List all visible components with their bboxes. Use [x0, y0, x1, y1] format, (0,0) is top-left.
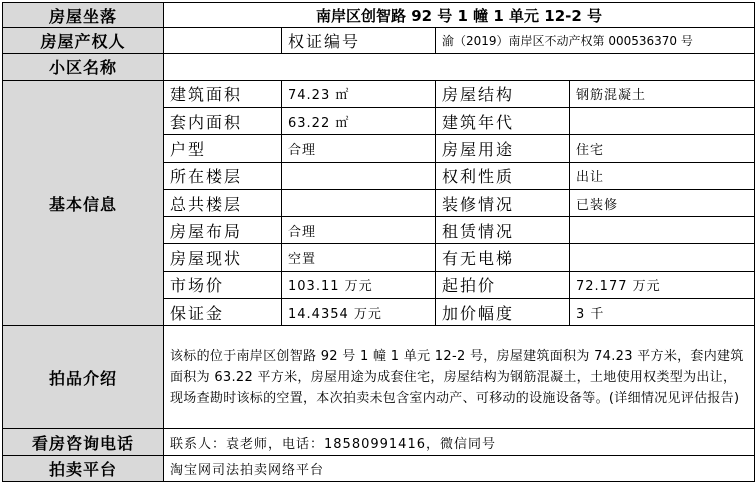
owner-value [164, 28, 282, 53]
intro-label: 拍品介绍 [3, 326, 164, 429]
cert-value: 渝（2019）南岸区不动产权第 000536370 号 [436, 28, 755, 53]
field-value: 住宅 [570, 135, 755, 162]
cert-label: 权证编号 [282, 28, 436, 53]
field-value: 103.11 万元 [282, 271, 436, 298]
address-label: 房屋坐落 [3, 3, 164, 28]
field-value [282, 162, 436, 189]
platform-row [3, 455, 755, 481]
field-value [570, 244, 755, 271]
address-row [3, 3, 755, 28]
community-label: 小区名称 [3, 53, 164, 80]
field-label: 总共楼层 [164, 189, 282, 216]
field-label: 保证金 [164, 299, 282, 326]
field-value: 3 千 [570, 299, 755, 326]
owner-row [3, 28, 755, 53]
field-label: 起拍价 [436, 271, 570, 298]
phone-row [3, 429, 755, 455]
field-label: 权利性质 [436, 162, 570, 189]
field-value: 空置 [282, 244, 436, 271]
field-label: 所在楼层 [164, 162, 282, 189]
field-label: 套内面积 [164, 108, 282, 135]
intro-row [3, 326, 755, 429]
field-value: 74.23 ㎡ [282, 80, 436, 107]
field-label: 建筑面积 [164, 80, 282, 107]
field-value: 钢筋混凝土 [570, 80, 755, 107]
field-value [282, 189, 436, 216]
field-value: 合理 [282, 135, 436, 162]
field-label: 租赁情况 [436, 217, 570, 244]
basic-row [3, 80, 755, 107]
field-label: 市场价 [164, 271, 282, 298]
field-label: 有无电梯 [436, 244, 570, 271]
field-label: 房屋结构 [436, 80, 570, 107]
intro-text: 该标的位于南岸区创智路 92 号 1 幢 1 单元 12-2 号，房屋建筑面积为 74.23 平方米，套内建筑面积为 63.22 平方米，房屋用途为成套住宅，房屋结构为钢筋混凝土，土地使用权类型为出让，现场查勘时该标的空置，本次拍卖未包含室内动产、可移动的设施设备等。(详细情况见评估报告) [164, 326, 755, 429]
field-label: 房屋用途 [436, 135, 570, 162]
field-label: 房屋现状 [164, 244, 282, 271]
field-label: 户型 [164, 135, 282, 162]
field-label: 加价幅度 [436, 299, 570, 326]
phone-value: 联系人：袁老师，电话：18580991416，微信同号 [164, 429, 755, 455]
address-value: 南岸区创智路 92 号 1 幢 1 单元 12-2 号 [164, 3, 755, 28]
owner-label: 房屋产权人 [3, 28, 164, 53]
property-info-table [2, 2, 755, 482]
platform-label: 拍卖平台 [3, 455, 164, 481]
field-value [570, 108, 755, 135]
field-value: 72.177 万元 [570, 271, 755, 298]
community-value [164, 53, 755, 80]
basic-info-label: 基本信息 [3, 80, 164, 326]
field-value: 63.22 ㎡ [282, 108, 436, 135]
field-value [570, 217, 755, 244]
field-value: 出让 [570, 162, 755, 189]
field-label: 装修情况 [436, 189, 570, 216]
field-value: 已装修 [570, 189, 755, 216]
field-label: 建筑年代 [436, 108, 570, 135]
platform-value: 淘宝网司法拍卖网络平台 [164, 455, 755, 481]
phone-label: 看房咨询电话 [3, 429, 164, 455]
field-value: 合理 [282, 217, 436, 244]
field-label: 房屋布局 [164, 217, 282, 244]
field-value: 14.4354 万元 [282, 299, 436, 326]
community-row [3, 53, 755, 80]
